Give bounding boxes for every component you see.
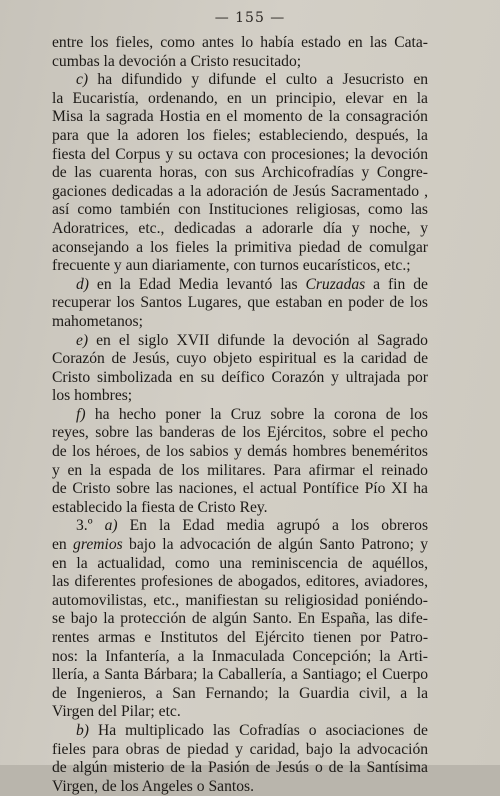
text-line: llería, a Santa Bárbara; la Caballería, a Santiago; el Cuerpo bbox=[52, 666, 429, 684]
text-line: b) Ha multiplicado las Cofradías o asociaciones de bbox=[76, 721, 428, 739]
text-line: de los héroes, de los sabios y demás hombres beneméritos bbox=[52, 443, 428, 461]
page-number: — 155 — bbox=[214, 10, 286, 26]
text-line: en gremios bajo la advocación de algún Santo Patrono; y bbox=[52, 536, 429, 554]
text-line: frecuente y aun diariamente, con turnos eucarísticos, etc.; bbox=[52, 257, 411, 275]
text-line: para que la adoren los fieles; estableciendo, después, la bbox=[52, 126, 428, 144]
text-line: entre los fieles, como antes lo había estado en las Cata- bbox=[52, 34, 428, 51]
text-line: fieles para obras de piedad y caridad, bajo la advocación bbox=[52, 740, 429, 758]
text-line: automovilistas, etc., manifiestan su religiosidad poniéndo- bbox=[52, 591, 428, 609]
text-line: d) en la Edad Media levantó las Cruzadas a fin de bbox=[76, 275, 428, 293]
text-line: gaciones dedicadas a la adoración de Jesús Sacramentado , bbox=[52, 182, 428, 200]
text-line: cumbas la devoción a Cristo resucitado; bbox=[52, 52, 302, 70]
text-line: Misa la sagrada Hostia en el momento de la consagración bbox=[52, 108, 428, 126]
text-line: reyes, sobre las banderas de los Ejércitos, sobre el pecho bbox=[52, 424, 428, 442]
text-line: 3.º a) En la Edad media agrupó a los obreros bbox=[76, 517, 429, 535]
text-line: Adoratrices, etc., dedicadas a adorarle día y noche, y bbox=[52, 219, 429, 237]
text-line: en la actualidad, como una reminiscencia de aquéllos, bbox=[52, 554, 429, 572]
text-line: nos: la Infantería, a la Inmaculada Concepción; la Arti- bbox=[52, 647, 428, 665]
text-line: de las cuarenta horas, con sus Archicofradías y Congre- bbox=[52, 164, 428, 182]
text-line: Cristo simbolizada en su deífico Corazón y ultrajada por bbox=[52, 368, 428, 386]
text-line: mahometanos; bbox=[52, 312, 143, 330]
text-line: así como también con Instituciones religiosas, como las bbox=[52, 201, 428, 219]
text-line: se bajo la protección de algún Santo. En España, las dife- bbox=[52, 610, 428, 628]
text-line: c) ha difundido y difunde el culto a Jesucristo en bbox=[76, 71, 429, 89]
text-line: de algún misterio de la Pasión de Jesús o de la Santísima bbox=[52, 759, 428, 777]
text-line: aconsejando a los fieles la primitiva piedad de comulgar bbox=[52, 238, 428, 256]
text-line: e) en el siglo XVII difunde la devoción al Sagrado bbox=[76, 331, 428, 349]
text-line: fiesta del Corpus y su octava con procesiones; la devoción bbox=[52, 145, 429, 163]
text-line: de Cristo sobre las naciones, el actual Pontífice Pío XI ha bbox=[52, 480, 428, 498]
text-line: y en la espada de los militares. Para afirmar el reinado bbox=[52, 461, 428, 479]
text-line: Virgen del Pilar; etc. bbox=[52, 703, 181, 721]
text-line: las diferentes profesiones de abogados, editores, aviadores, bbox=[52, 573, 428, 591]
text-line: Virgen, de los Angeles o Santos. bbox=[52, 777, 254, 795]
text-line: rentes armas e Institutos del Ejército tienen por Patro- bbox=[52, 629, 429, 646]
text-line: establecido la fiesta de Cristo Rey. bbox=[52, 498, 268, 516]
text-line: la Eucaristía, ordenando, en un principio, elevar en la bbox=[52, 89, 428, 107]
text-line: los hombres; bbox=[52, 387, 133, 405]
text-line: recuperar los Santos Lugares, que estaban en poder de los bbox=[52, 294, 428, 312]
text-line: Corazón de Jesús, cuyo objeto espiritual es la caridad de bbox=[52, 350, 429, 368]
body-text bbox=[52, 34, 428, 796]
text-line: de Ingenieros, a San Fernando; la Guardia civil, a la bbox=[52, 684, 429, 702]
text-line: f) ha hecho poner la Cruz sobre la corona de los bbox=[76, 405, 428, 423]
